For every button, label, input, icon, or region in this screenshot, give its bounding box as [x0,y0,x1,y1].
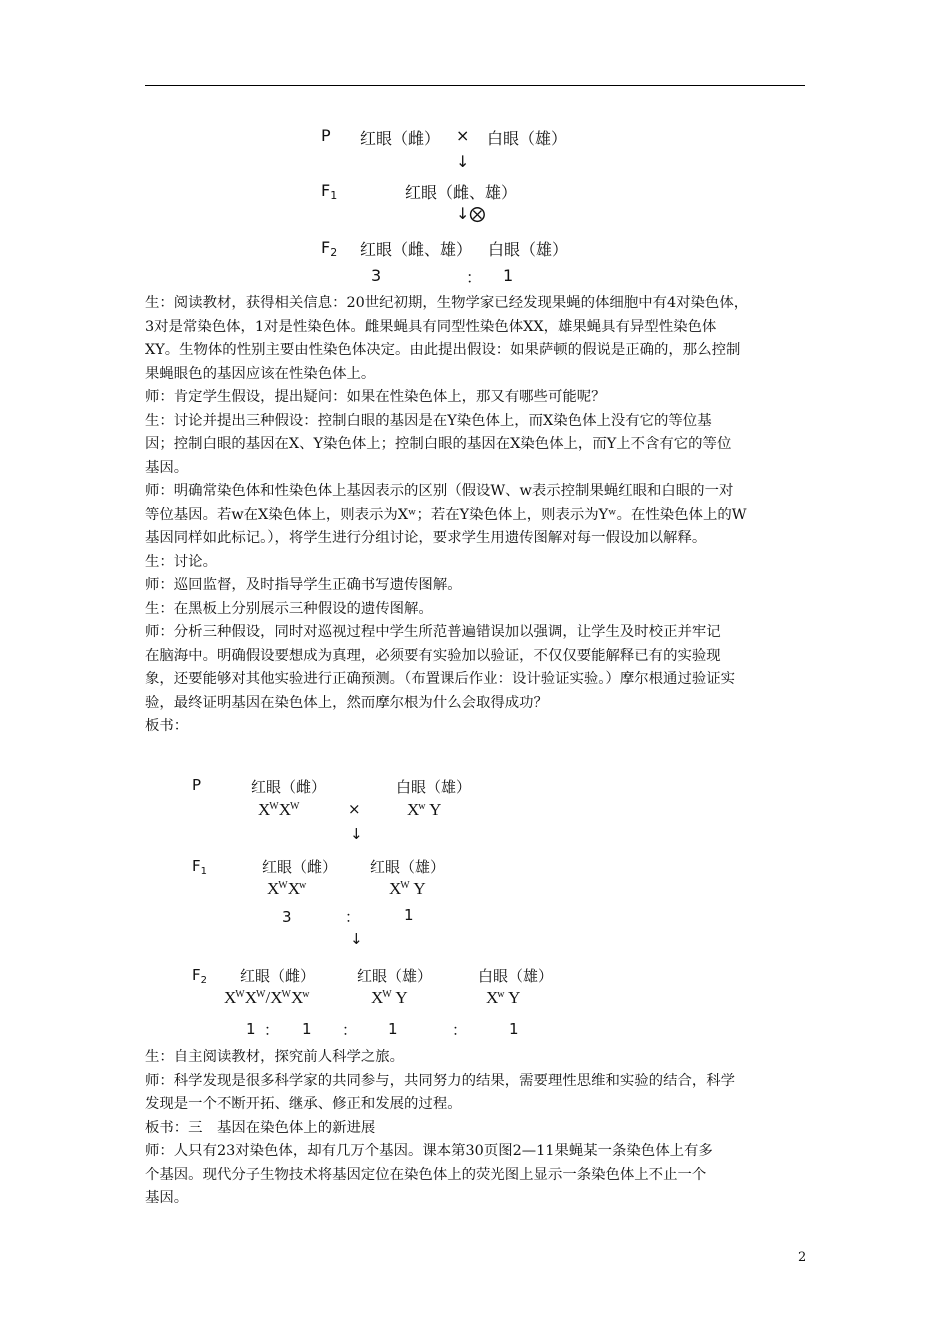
d2-f2-ratio-1: 1 [246,1020,256,1038]
d2-f2-white-male-genotype: $X^w$ Y [486,988,521,1007]
text-line: 师：巡回监督，及时指导学生正确书写遗传图解。 [145,577,462,593]
text-line: 师：人只有23对染色体，却有几万个基因。课本第30页图2—11果蝇某一条染色体上有多 [145,1143,713,1159]
text-line: 生：阅读教材，获得相关信息：20世纪初期，生物学家已经发现果蝇的体细胞中有4对染色体， [145,295,749,311]
d2-f1-male-genotype: $X^W$ Y [389,879,426,898]
d2-f2-colon-1: ： [264,1021,280,1039]
page-number: 2 [798,1250,807,1265]
d1-f2-white: 白眼（雄） [488,240,569,259]
text-line: 师：明确常染色体和性染色体上基因表示的区别（假设W、w表示控制果蝇红眼和白眼的一对 [145,483,734,499]
text-line: 发现是一个不断开拓、继承、修正和发展的过程。 [145,1096,462,1112]
d1-ratio-colon: ： [466,268,483,287]
d2-cross: × [348,800,361,818]
d1-arrow-1: ↓ [456,152,470,171]
d2-p-male-genotype: $X^w$ Y [407,800,442,819]
d2-f1-ratio-b: 1 [404,906,414,924]
d1-ratio-a: 3 [371,266,382,285]
d2-f2-red-female: 红眼（雌） [240,967,316,985]
d1-cross: × [456,126,470,145]
d1-p-female: 红眼（雌） [360,129,441,148]
text-line: 师：科学发现是很多科学家的共同参与，共同努力的结果，需要理性思维和实验的结合，科学 [145,1072,736,1089]
d2-arrow-1: ↓ [350,825,363,843]
d2-f2-colon-3: ： [452,1021,468,1039]
d2-p-female: 红眼（雌） [251,778,327,796]
d2-arrow-2: ↓ [350,930,363,948]
text-line: 生：自主阅读教材，探究前人科学之旅。 [145,1049,405,1065]
d2-f1-male: 红眼（雄） [370,858,446,876]
text-line: 基因。 [145,459,189,476]
d1-f2-label: $F_2$ [321,238,338,259]
d2-f1-ratio-a: 3 [282,908,292,926]
text-line: XY。生物体的性别主要由性染色体决定。由此提出假设：如果萨顿的假说是正确的，那么控制 [145,342,741,358]
d2-f1-ratio-colon: ： [345,908,361,926]
d2-f2-label: $F_2$ [192,966,208,986]
text-line: 3对是常染色体，1对是性染色体。雌果蝇具有同型性染色体XX，雄果蝇具有异型性染色体 [145,318,717,335]
text-line: 师：肯定学生假设，提出疑问：如果在性染色体上，那又有哪些可能呢？ [145,389,606,405]
text-line: 基因同样如此标记。），将学生进行分组讨论，要求学生用遗传图解对每一假设加以解释。 [145,530,707,546]
d2-f2-red-male-genotype: $X^W$ Y [371,988,408,1007]
text-line: 基因。 [145,1190,189,1206]
text-line: 生：在黑板上分别展示三种假设的遗传图解。 [145,600,433,617]
text-line: 因；控制白眼的基因在X、Y染色体上；控制白眼的基因在X染色体上，而Y上不含有它的等位 [145,436,732,452]
text-block-1 [145,292,810,739]
d2-f1-label: $F_1$ [192,857,208,877]
d2-f2-ratio-4: 1 [509,1020,519,1038]
text-line: 生：讨论并提出三种假设：控制白眼的基因是在Y染色体上，而X染色体上没有它的等位基 [145,412,712,429]
d2-p-label: P [192,776,202,794]
d1-p-label: P [321,126,331,145]
d1-p-male: 白眼（雄） [487,129,568,148]
text-line: 个基因。现代分子生物技术将基因定位在染色体上的荧光图上显示一条染色体上不止一个 [145,1166,707,1183]
text-block-2 [145,1046,810,1211]
d2-f1-female: 红眼（雌） [262,858,338,876]
d1-ratio-b: 1 [503,266,514,285]
text-line: 等位基因。若w在X染色体上，则表示为Xʷ；若在Y染色体上，则表示为Yʷ。在性染色体上的W [145,506,747,523]
d2-f2-white-male: 白眼（雄） [478,967,554,985]
d1-f1-label: $F_1$ [321,181,338,202]
d2-f2-colon-2: ： [342,1021,358,1039]
d1-f2-red: 红眼（雌、雄） [360,240,473,259]
text-line: 象，还要能够对其他实验进行正确预测。（布置课后作业：设计验证实验。）摩尔根通过验证实 [145,671,736,687]
d2-f2-ratio-3: 1 [388,1020,398,1038]
text-line: 果蝇眼色的基因应该在性染色体上。 [145,365,376,382]
d2-f2-female-genotypes: $X^WX^W/X^WX^w$ [224,988,310,1007]
d1-f1-phenotype: 红眼（雌、雄） [405,183,518,202]
text-line: 在脑海中。明确假设要想成为真理，必须要有实验加以验证，不仅仅要能解释已有的实验现 [145,647,721,664]
text-line: 生：讨论。 [145,553,217,570]
text-line: 板书：三 基因在染色体上的新进展 [145,1119,376,1136]
d2-p-female-genotype: $X^WX^W$ [258,800,300,819]
text-line: 验，最终证明基因在染色体上，然而摩尔根为什么会取得成功？ [145,694,548,711]
d2-p-male: 白眼（雄） [396,778,472,796]
text-line: 板书： [145,718,189,734]
text-line: 师：分析三种假设，同时对巡视过程中学生所范普遍错误加以强调，让学生及时校正并牢记 [145,624,721,640]
d2-f2-red-male: 红眼（雄） [357,967,433,985]
d1-arrow-selfing: ↓⨂ [456,204,486,223]
header-rule [145,85,805,86]
d2-f1-female-genotype: $X^WX^w$ [267,879,307,898]
d2-f2-ratio-2: 1 [302,1020,312,1038]
